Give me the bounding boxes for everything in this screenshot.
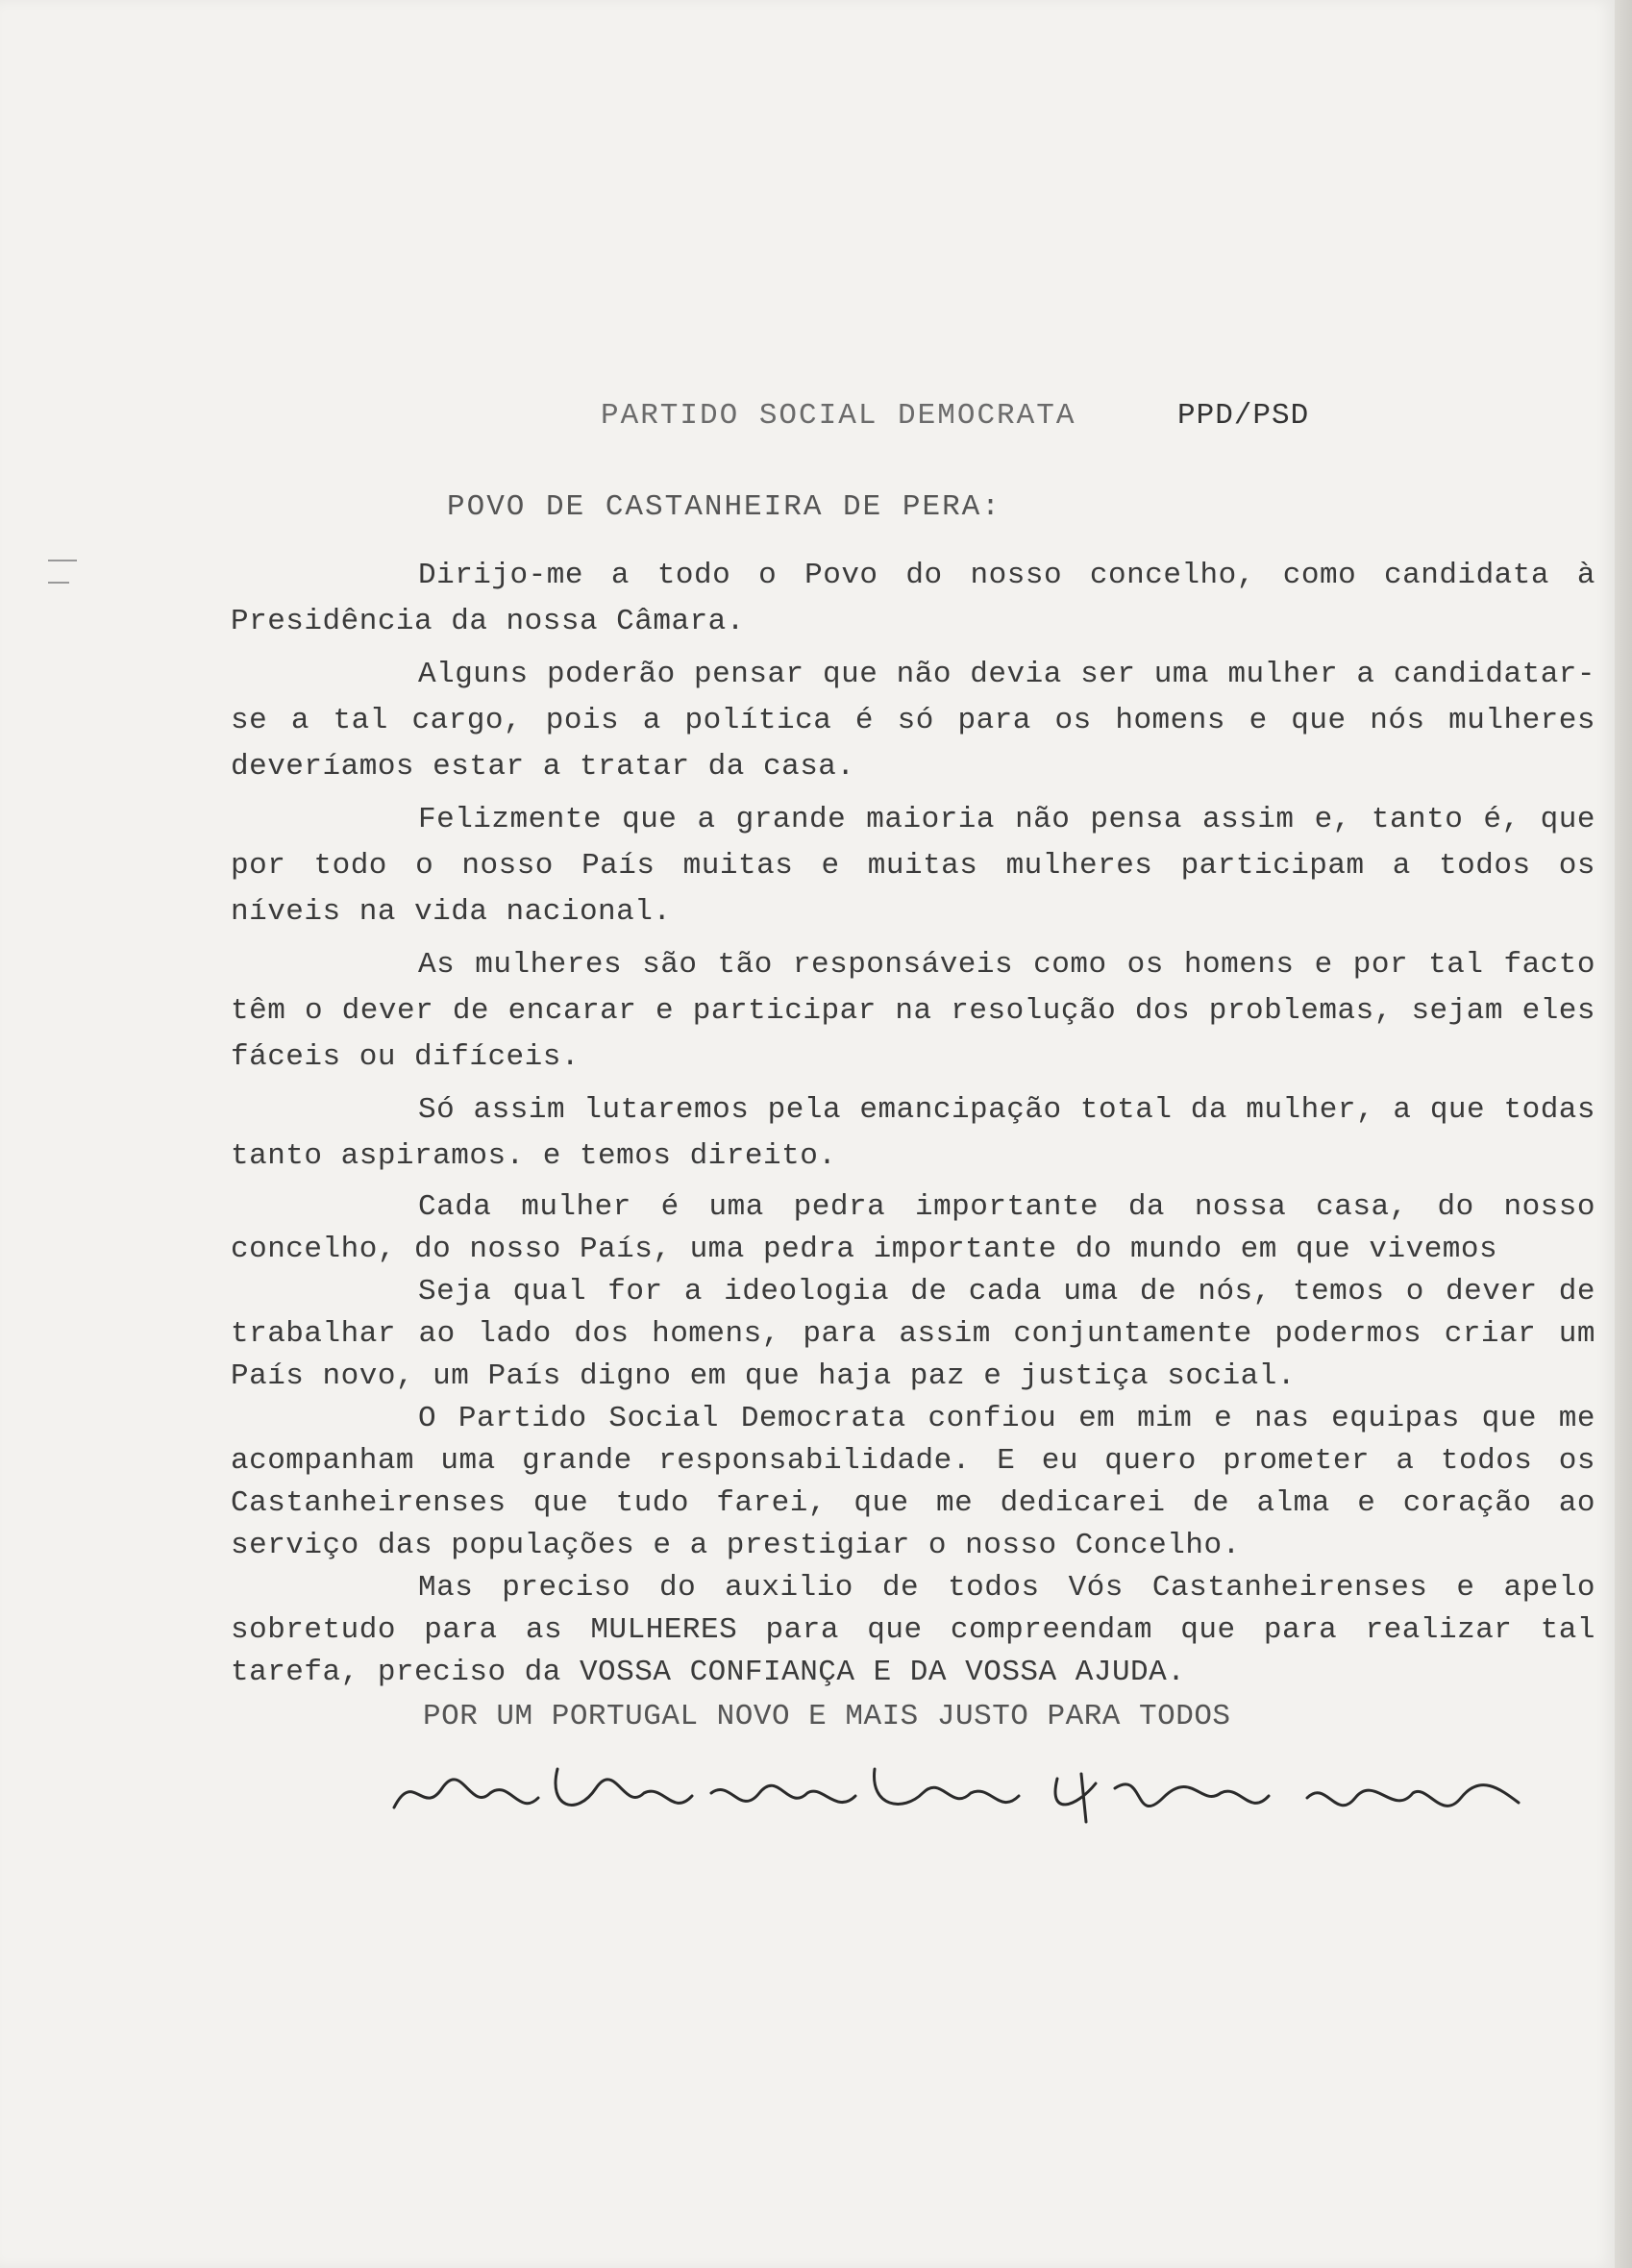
paragraph: Mas preciso do auxilio de todos Vós Castanheirenses e apelo sobretudo para as MULHERES para que compreendam que para realizar tal tarefa, preciso da VOSSA CONFIANÇA E DA VOSSA AJUDA. [231,1571,1595,1689]
paragraph: Dirijo-me a todo o Povo do nosso concelho, como candidata à Presidência da nossa Câmara. [231,559,1595,638]
letter-body [231,553,1595,1694]
signature [384,1750,1538,1836]
paragraph: Só assim lutaremos pela emancipação total da mulher, a que todas tanto aspiramos. e temos direito. [231,1093,1595,1173]
paragraph: Seja qual for a ideologia de cada uma de nós, temos o dever de trabalhar ao lado dos homens, para assim conjuntamente podermos criar um País novo, um País digno em que haja paz e justiça social. [231,1275,1595,1393]
letterhead [601,399,1562,433]
paragraph: O Partido Social Democrata confiou em mim e nas equipas que me acompanham uma grande responsabilidade. E eu quero prometer a todos os Castanheirenses que tudo farei, que me dedicarei de alma e coração ao serviço das populações e a prestigiar o nosso Concelho. [231,1402,1595,1562]
margin-mark [48,582,69,584]
salutation: POVO DE CASTANHEIRA DE PERA: [447,490,1001,524]
page-edge [1615,0,1632,2268]
paragraph: Cada mulher é uma pedra importante da nossa casa, do nosso concelho, do nosso País, uma pedra importante do mundo em que vivemos [231,1190,1595,1266]
paragraph: Alguns poderão pensar que não devia ser uma mulher a candidatar-se a tal cargo, pois a política é só para os homens e que nós mulheres deveríamos estar a tratar da casa. [231,658,1595,784]
paragraph: Felizmente que a grande maioria não pensa assim e, tanto é, que por todo o nosso País muitas e muitas mulheres participam a todos os níveis na vida nacional. [231,803,1595,929]
closing-line: POR UM PORTUGAL NOVO E MAIS JUSTO PARA TODOS [423,1700,1231,1733]
party-abbreviation: PPD/PSD [1177,399,1310,433]
party-name: PARTIDO SOCIAL DEMOCRATA [601,399,1076,433]
paragraph: As mulheres são tão responsáveis como os homens e por tal facto têm o dever de encarar e participar na resolução dos problemas, sejam eles fáceis ou difíceis. [231,948,1595,1074]
margin-mark [48,560,77,561]
